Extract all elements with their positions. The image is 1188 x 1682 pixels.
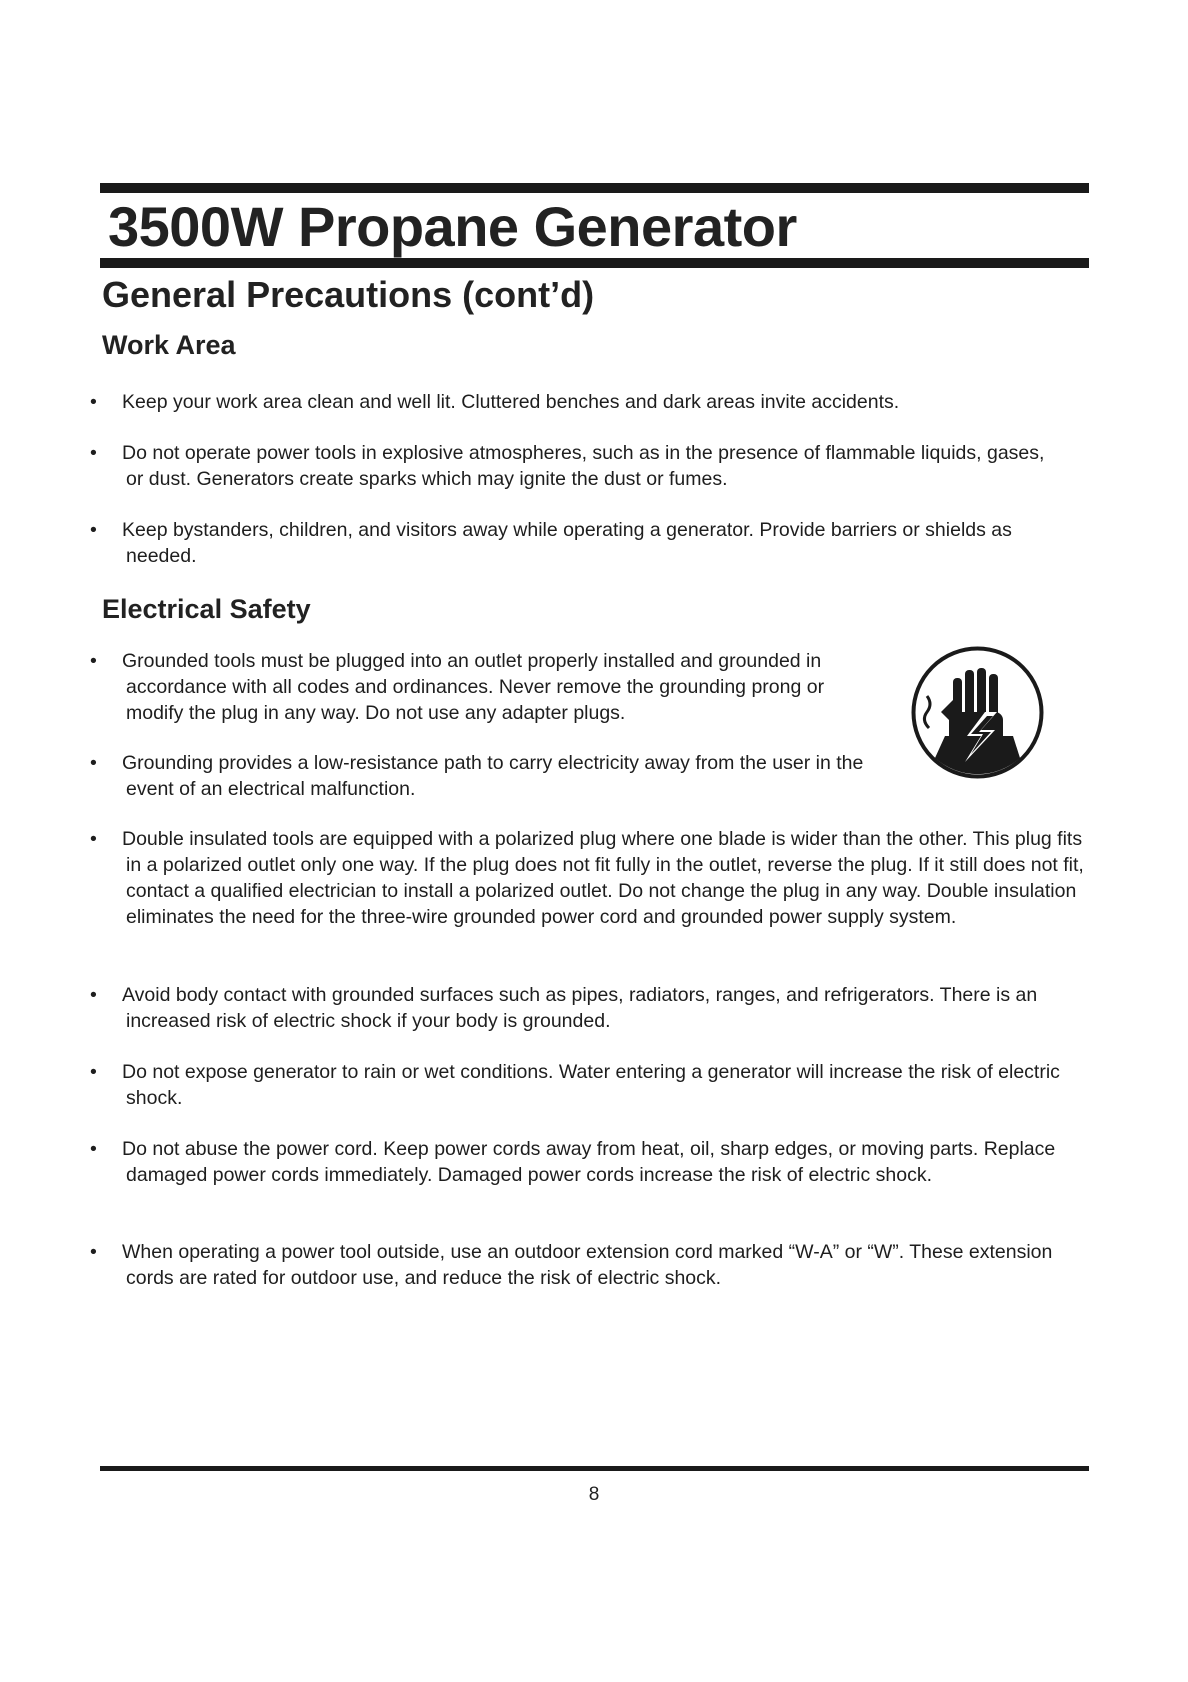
electrical-bullet-6: • Do not abuse the power cord. Keep power cords away from heat, oil, sharp edges, or moving parts. Replace damaged power cords immediately. Damaged power cords increase the risk of electric shock. <box>90 1138 1056 1186</box>
footer-rule <box>100 1466 1089 1471</box>
title-top-rule <box>100 183 1089 193</box>
section-title: General Precautions (cont’d) <box>102 274 595 315</box>
electrical-safety-heading: Electrical Safety <box>102 594 311 624</box>
work-area-bullet-1: • Keep your work area clean and well lit. Cluttered benches and dark areas invite accidents. <box>90 391 900 413</box>
bullet-dot-icon: • <box>90 984 97 1006</box>
electrical-bullet-2: • Grounding provides a low-resistance path to carry electricity away from the user in the event of an electrical malfunction. <box>90 752 864 800</box>
bullet-dot-icon: • <box>90 519 97 541</box>
bullet-dot-icon: • <box>90 391 97 413</box>
electric-shock-hand-icon <box>905 640 1050 785</box>
electrical-bullet-4: • Avoid body contact with grounded surfaces such as pipes, radiators, ranges, and refrigerators. There is an increased risk of electric shock if your body is grounded. <box>90 984 1038 1032</box>
bullet-dot-icon: • <box>90 828 97 850</box>
electrical-bullet-5: • Do not expose generator to rain or wet conditions. Water entering a generator will increase the risk of electric shock. <box>90 1061 1060 1109</box>
bullet-dot-icon: • <box>90 1241 97 1263</box>
bullet-dot-icon: • <box>90 442 97 464</box>
bullet-dot-icon: • <box>90 752 97 774</box>
electrical-bullet-3: • Double insulated tools are equipped with a polarized plug where one blade is wider than the other. This plug fits in a polarized outlet only one way. If the plug does not fit fully in the outlet, reverse the plug. If it still does not fit, contact a qualified electrician to install a polarized outlet. Do not change the plug in any way. Double insulation eliminates the need for the three-wire grounded power cord and grounded power supply system. <box>90 828 1084 928</box>
title-bottom-rule <box>100 258 1089 268</box>
document-title: 3500W Propane Generator <box>108 195 797 258</box>
electrical-bullet-1: • Grounded tools must be plugged into an outlet properly installed and grounded in accordance with all codes and ordinances. Never remove the grounding prong or modify the plug in any way. Do not use any adapter plugs. <box>90 650 825 724</box>
electrical-bullet-7: • When operating a power tool outside, use an outdoor extension cord marked “W-A” or “W”. These extension cords are rated for outdoor use, and reduce the risk of electric shock. <box>90 1241 1053 1289</box>
work-area-heading: Work Area <box>102 330 236 360</box>
bullet-dot-icon: • <box>90 650 97 672</box>
bullet-dot-icon: • <box>90 1061 97 1083</box>
bullet-dot-icon: • <box>90 1138 97 1160</box>
work-area-bullet-2: • Do not operate power tools in explosive atmospheres, such as in the presence of flammable liquids, gases, or dust. Generators create sparks which may ignite the dust or fumes. <box>90 442 1045 490</box>
work-area-bullet-3: • Keep bystanders, children, and visitors away while operating a generator. Provide barriers or shields as needed. <box>90 519 1012 567</box>
page-number: 8 <box>588 1484 600 1505</box>
